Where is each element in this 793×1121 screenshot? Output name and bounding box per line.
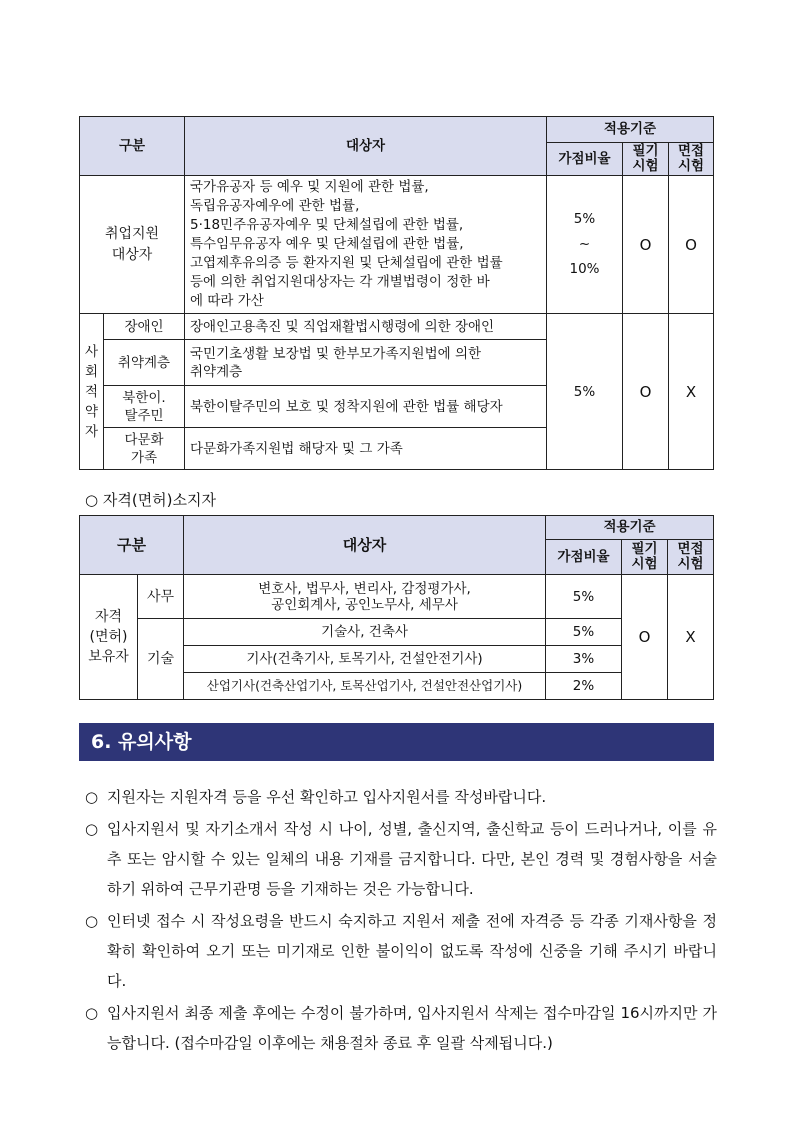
header-bonus: 가점비율 [547, 143, 623, 176]
header-interview: 면접 시험 [668, 540, 714, 575]
license-written: O [622, 575, 668, 700]
social-category-defector: 북한이. 탈주민 [104, 386, 185, 428]
license-target-tech: 기술사, 건축사 [184, 619, 546, 646]
bullet-icon: ○ [85, 1004, 99, 1022]
license-bonus-tech: 3% [546, 646, 622, 673]
header-target: 대상자 [185, 117, 547, 176]
social-target-multicultural: 다문화가족지원법 해당자 및 그 가족 [185, 428, 547, 470]
note-item [85, 782, 717, 812]
social-target-defector: 북한이탈주민의 보호 및 정착지원에 관한 법률 해당자 [185, 386, 547, 428]
license-target-tech: 기사(건축기사, 토목기사, 건설안전기사) [184, 646, 546, 673]
target-line: 에 따라 가산 [190, 293, 264, 309]
target-line: 5·18민주유공자예우 및 단체설립에 관한 법률, [190, 217, 464, 233]
header-category: 구분 [80, 516, 184, 575]
target-line: 국가유공자 등 예우 및 지원에 관한 법률, [190, 179, 429, 195]
license-category-tech: 기술 [138, 619, 184, 700]
social-vulnerable-group: 사 회 적 약 자 [80, 314, 104, 470]
header-bonus: 가점비율 [546, 540, 622, 575]
header-written: 필기 시험 [623, 143, 669, 176]
section-title: 6. 유의사항 [79, 723, 714, 761]
target-line: 독립유공자예우에 관한 법률, [190, 198, 360, 214]
social-category-disabled: 장애인 [104, 314, 185, 340]
bullet-icon: ○ [85, 788, 99, 806]
bonus-criteria-table [79, 116, 714, 470]
note-text: 인터넷 접수 시 작성요령을 반드시 숙지하고 지원서 제출 전에 자격증 등 각종 기재사항을 정확히 확인하여 오기 또는 미기재로 인한 불이익이 없도록 작성에 신중을 기해 주시기 바랍니다. [107, 912, 717, 990]
header-criteria: 적용기준 [547, 117, 714, 143]
target-line: 고엽제후유의증 등 환자지원 및 단체설립에 관한 법률 [190, 255, 503, 271]
social-bonus: 5% [547, 314, 623, 470]
target-line: 특수임무유공자 예우 및 단체설립에 관한 법률, [190, 236, 464, 252]
header-category: 구분 [80, 117, 185, 176]
header-criteria: 적용기준 [546, 516, 714, 540]
note-item [85, 814, 717, 904]
note-text: 입사지원서 최종 제출 후에는 수정이 불가하며, 입사지원서 삭제는 접수마감일 16시까지만 가능합니다. (접수마감일 이후에는 채용절차 종료 후 일괄 삭제됩니다.) [107, 1004, 717, 1052]
license-bonus-office: 5% [546, 575, 622, 619]
social-interview: X [669, 314, 714, 470]
employment-support-category: 취업지원 대상자 [80, 176, 185, 314]
header-written: 필기 시험 [622, 540, 668, 575]
license-category-office: 사무 [138, 575, 184, 619]
social-target-vulnerable: 국민기초생활 보장법 및 한부모가족지원법에 의한 취약계층 [185, 340, 547, 386]
license-heading: ○ 자격(면허)소지자 [85, 491, 216, 509]
license-target-office: 변호사, 법무사, 변리사, 감정평가사, 공인회계사, 공인노무사, 세무사 [184, 575, 546, 619]
note-text: 지원자는 지원자격 등을 우선 확인하고 입사지원서를 작성바랍니다. [107, 788, 547, 806]
note-item [85, 906, 717, 996]
social-written: O [623, 314, 669, 470]
notes-list [85, 782, 717, 1060]
employment-support-written: O [623, 176, 669, 314]
social-category-multicultural: 다문화 가족 [104, 428, 185, 470]
note-item [85, 998, 717, 1058]
social-target-disabled: 장애인고용촉진 및 직업재활법시행령에 의한 장애인 [185, 314, 547, 340]
employment-support-target [185, 176, 547, 314]
header-target: 대상자 [184, 516, 546, 575]
target-line: 등에 의한 취업지원대상자는 각 개별법령이 정한 바 [190, 274, 490, 290]
social-category-vulnerable: 취약계층 [104, 340, 185, 386]
license-target-tech: 산업기사(건축산업기사, 토목산업기사, 건설안전산업기사) [184, 673, 546, 700]
license-bonus-tech: 2% [546, 673, 622, 700]
license-bonus-tech: 5% [546, 619, 622, 646]
license-bonus-table [79, 515, 714, 700]
employment-support-bonus: 5% ~ 10% [547, 176, 623, 314]
bullet-icon: ○ [85, 820, 99, 838]
license-group: 자격 (면허) 보유자 [80, 575, 138, 700]
employment-support-interview: O [669, 176, 714, 314]
license-interview: X [668, 575, 714, 700]
note-text: 입사지원서 및 자기소개서 작성 시 나이, 성별, 출신지역, 출신학교 등이 드러나거나, 이를 유추 또는 암시할 수 있는 일체의 내용 기재를 금지합니다. 다만, 본인 경력 및 경험사항을 서술하기 위하여 근무기관명 등을 기재하는 것은 가능합니다. [107, 820, 717, 898]
header-interview: 면접 시험 [669, 143, 714, 176]
bullet-icon: ○ [85, 912, 99, 930]
